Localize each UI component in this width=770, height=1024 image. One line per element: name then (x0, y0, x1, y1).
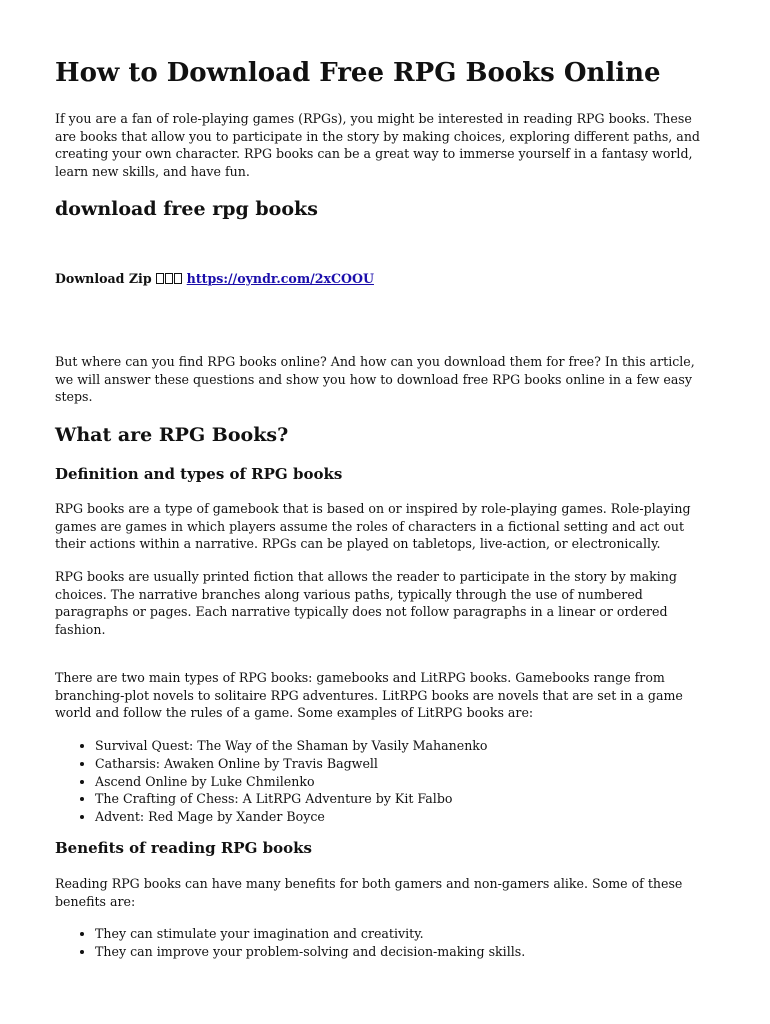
page-title: How to Download Free RPG Books Online (55, 58, 661, 88)
list-item: • They can improve your problem-solving and decision-making skills. (95, 943, 715, 961)
definition-paragraph-2: RPG books are usually printed fiction that allows the reader to participate in the story by making choices. The narrative branches along various paths, typically through the use of numbered paragraphs or pages. Each narrative typically does not follow paragraphs in a linear or ordered fashion. (55, 569, 677, 637)
subheading-definition: Definition and types of RPG books (55, 465, 343, 483)
where-paragraph: But where can you find RPG books online? And how can you download them for free? In this article, we will answer these questions and show you how to download free RPG books online in a few easy steps. (55, 354, 695, 405)
subheading-benefits: Benefits of reading RPG books (55, 839, 312, 857)
list-item: • They can stimulate your imagination and creativity. (95, 925, 715, 943)
definition-paragraph-1: RPG books are a type of gamebook that is based on or inspired by role-playing games. Role-playing games are games in which players assume the roles of characters in a fictional setting and act out their actions within a narrative. RPGs can be played on tabletops, live-action, or electronically. (55, 501, 691, 552)
definition-paragraph-3: There are two main types of RPG books: gamebooks and LitRPG books. Gamebooks range from branching-plot novels to solitaire RPG adventures. LitRPG books are novels that are set in a game world and follow the rules of a game. Some examples of LitRPG books are: (55, 670, 683, 721)
list-item: • The Crafting of Chess: A LitRPG Adventure by Kit Falbo (95, 790, 715, 808)
litrpg-examples-list (55, 737, 715, 826)
download-label: Download Zip (55, 271, 152, 286)
list-item: • Survival Quest: The Way of the Shaman by Vasily Mahanenko (95, 737, 715, 755)
download-heading: download free rpg books (55, 198, 318, 220)
list-item: • Advent: Red Mage by Xander Boyce (95, 808, 715, 826)
intro-paragraph: If you are a fan of role-playing games (RPGs), you might be interested in reading RPG books. These are books that allow you to participate in the story by making choices, exploring different paths, and creating your own character. RPG books can be a great way to immerse yourself in a fantasy world, learn new skills, and have fun. (55, 111, 700, 179)
arrow-icon (156, 271, 183, 286)
download-link[interactable]: https://oyndr.com/2xCOOU (186, 271, 374, 286)
benefits-list (55, 925, 715, 961)
list-item: • Catharsis: Awaken Online by Travis Bagwell (95, 755, 715, 773)
download-line (55, 270, 715, 288)
list-item: • Ascend Online by Luke Chmilenko (95, 773, 715, 791)
section-heading-what-are-rpg-books: What are RPG Books? (55, 424, 289, 446)
benefits-paragraph: Reading RPG books can have many benefits for both gamers and non-gamers alike. Some of these benefits are: (55, 876, 683, 909)
